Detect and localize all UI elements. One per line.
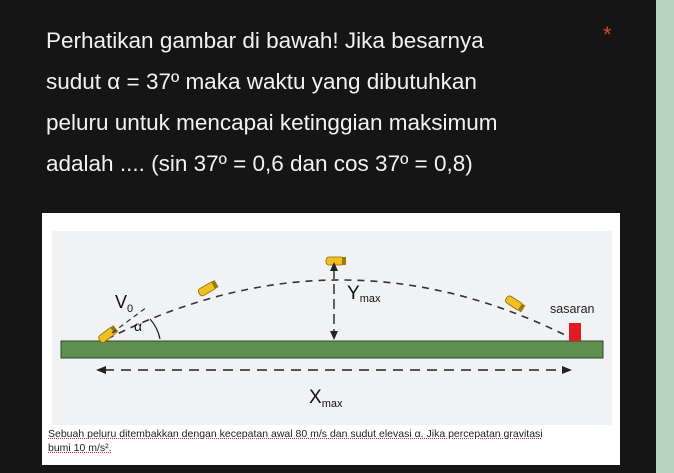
ymax-label: Ymax xyxy=(347,283,381,305)
image-caption xyxy=(48,427,614,455)
question-line-2: sudut α = 37º maka waktu yang dibutuhkan xyxy=(46,69,477,94)
question-line-4: adalah .... (sin 37º = 0,6 dan cos 37º = 0,8) xyxy=(46,151,473,176)
question-image xyxy=(42,213,620,465)
bullet-falling xyxy=(504,295,525,313)
bullet-top xyxy=(326,257,346,265)
xmax-label: $X_{max}$ xyxy=(309,387,343,410)
ground-strip xyxy=(61,341,603,358)
projectile-diagram xyxy=(52,231,612,425)
required-marker: * xyxy=(603,22,612,47)
angle-arc xyxy=(150,319,160,339)
question-line-3: peluru untuk mencapai ketinggian maksimum xyxy=(46,110,498,135)
trajectory-path xyxy=(107,280,565,339)
question-line-1: Perhatikan gambar di bawah! Jika besarnya xyxy=(46,28,484,53)
target-block xyxy=(569,323,581,341)
xmax-arrow-head-right xyxy=(562,366,572,374)
ymax-arrow-head-bottom xyxy=(330,331,338,340)
bullet-rising xyxy=(197,280,218,297)
v0-label: $V_0$ xyxy=(115,292,134,315)
xmax-arrow-head-left xyxy=(96,366,106,374)
question-text xyxy=(46,20,606,184)
alpha-label: α xyxy=(134,318,143,334)
target-label: sasaran xyxy=(550,302,595,316)
caption-line-2: bumi 10 m/s². xyxy=(48,442,112,454)
projectile-svg xyxy=(52,231,612,425)
caption-line-1: Sebuah peluru ditembakkan dengan kecepatan awal 80 m/s dan sudut elevasi α. Jika percepatan gravitasi xyxy=(48,428,543,440)
